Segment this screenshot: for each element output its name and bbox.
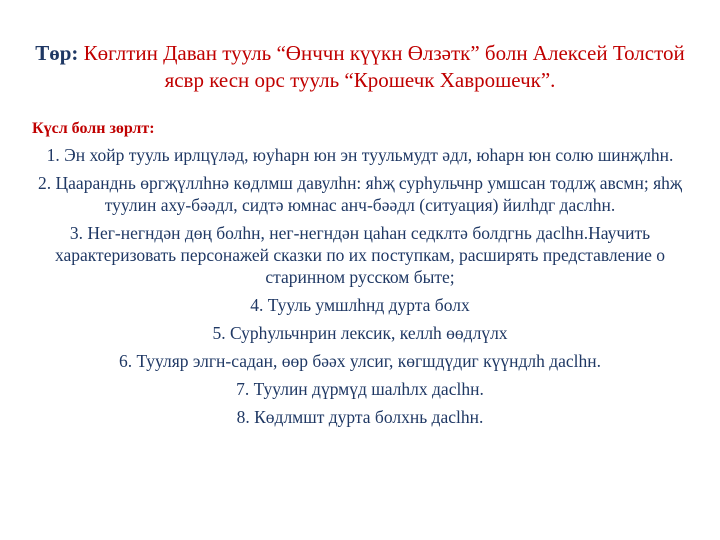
goal-item: 4. Тууль умшлhнд дурта болх [250,295,470,315]
slide-title [20,40,700,94]
goal-item: 2. Цааранднь өргҗүллhнә көдлмш давулhн: яhҗ сурhульчнр умшсан тодлҗ авсмн; яhҗ туулин аху-бәәдл, сидтә юмнас анч-бәәдл (ситуация) йилhдг даслhн. [38,173,682,215]
goal-item: 7. Туулин дүрмүд шалhлх дасlhн. [236,379,484,399]
title-text: Көглтин Даван тууль “Өнччн күүкн Өлзәтк” болн Алексей Толстой ясвр кесн орс тууль “Крошечк Хаврошечк”. [83,41,685,92]
goal-item: 3. Нег-негндән дөң болhн, нег-негндән цаhан седклтә болдгнь дасlhн.Научить характеризовать персонажей сказки по их поступкам, расширять представление о старинном русском быте; [54,223,666,287]
goal-item: 1. Эн хойр тууль ирлцүләд, юуhарн юн эн туульмудт әдл, юhарн юн солю шинҗлhн. [46,145,674,165]
goal-item: 5. Сурhульчнрин лексик, келлh өөдлүлх [212,323,508,343]
title-label: Төр: [35,41,79,65]
goal-item: 8. Көдлмшт дурта болхнь дасlhн. [236,407,484,427]
goals-list [22,144,698,434]
goals-heading: Күсл болн зөрлт: [32,120,155,137]
goal-item: 6. Тууляр элгн-садан, өөр бәәх улсиг, көгшдүдиг күүндлh дасlhн. [118,351,602,371]
